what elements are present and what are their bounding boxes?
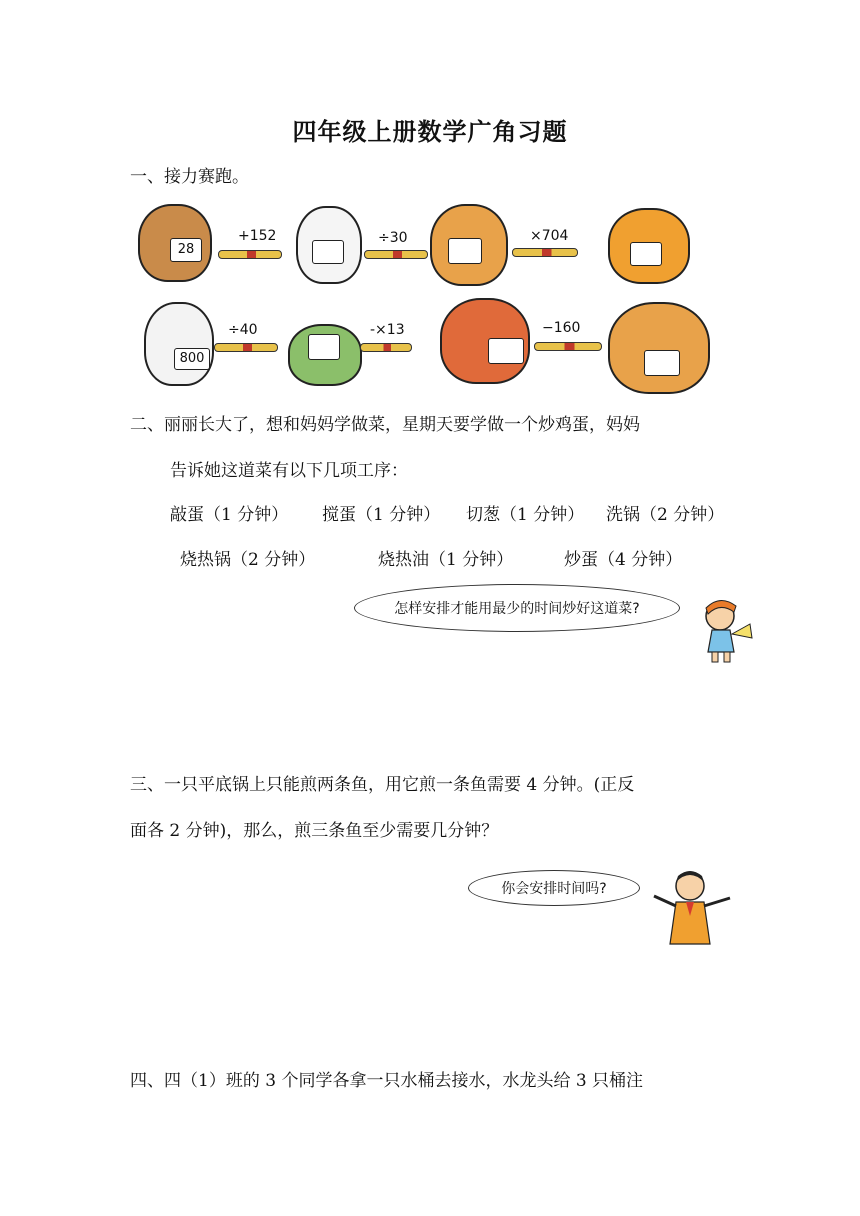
q3-line1: 三、一只平底锅上只能煎两条鱼，用它煎一条鱼需要 4 分钟。(正反 xyxy=(130,775,635,795)
q2-line1: 二、丽丽长大了，想和妈妈学做菜，星期天要学做一个炒鸡蛋，妈妈 xyxy=(130,415,640,435)
bib-lion xyxy=(644,350,680,376)
q4-line1: 四、四（1）班的 3 个同学各拿一只水桶去接水，水龙头给 3 只桶注 xyxy=(130,1071,644,1091)
baton-6 xyxy=(534,342,602,351)
girl-cartoon-icon xyxy=(690,594,756,666)
step-1: 敲蛋（1 分钟） xyxy=(170,505,289,525)
baton-3 xyxy=(512,248,578,257)
q2-line2: 告诉她这道菜有以下几项工序： xyxy=(170,461,408,481)
bib-tiger xyxy=(630,242,662,266)
boy-cartoon-icon xyxy=(646,866,738,952)
bib-panda xyxy=(312,240,344,264)
bib-turtle xyxy=(308,334,340,360)
q1-heading: 一、接力赛跑。 xyxy=(130,167,249,187)
baton-5 xyxy=(360,343,412,352)
start-number-row2: 800 xyxy=(174,348,210,370)
step-4: 洗锅（2 分钟） xyxy=(606,505,725,525)
speech-bubble-q3-text: 你会安排时间吗? xyxy=(501,881,607,897)
q3-line2: 面各 2 分钟)，那么，煎三条鱼至少需要几分钟？ xyxy=(130,821,499,841)
baton-2 xyxy=(364,250,428,259)
op-1: +152 xyxy=(238,228,277,244)
speech-bubble-q3 xyxy=(468,870,640,906)
start-number-row1: 28 xyxy=(170,238,202,262)
op-4: ÷40 xyxy=(228,322,258,338)
relay-race-illustration xyxy=(130,198,740,394)
step-3: 切葱（1 分钟） xyxy=(466,505,585,525)
speech-bubble-q2-text: 怎样安排才能用最少的时间炒好这道菜? xyxy=(394,601,640,617)
step-7: 炒蛋（4 分钟） xyxy=(564,550,683,570)
baton-1 xyxy=(218,250,282,259)
step-6: 烧热油（1 分钟） xyxy=(378,550,514,570)
op-5: -×13 xyxy=(370,322,405,338)
op-6: −160 xyxy=(542,320,581,336)
op-2: ÷30 xyxy=(378,230,408,246)
op-3: ×704 xyxy=(530,228,569,244)
speech-bubble-q2 xyxy=(354,584,680,632)
baton-4 xyxy=(214,343,278,352)
rabbit-runner xyxy=(144,302,214,386)
step-2: 搅蛋（1 分钟） xyxy=(322,505,441,525)
bib-leopard xyxy=(448,238,482,264)
lion-runner xyxy=(608,302,710,394)
step-5: 烧热锅（2 分钟） xyxy=(180,550,316,570)
bib-fox xyxy=(488,338,524,364)
page-title: 四年级上册数学广角习题 xyxy=(292,118,568,146)
